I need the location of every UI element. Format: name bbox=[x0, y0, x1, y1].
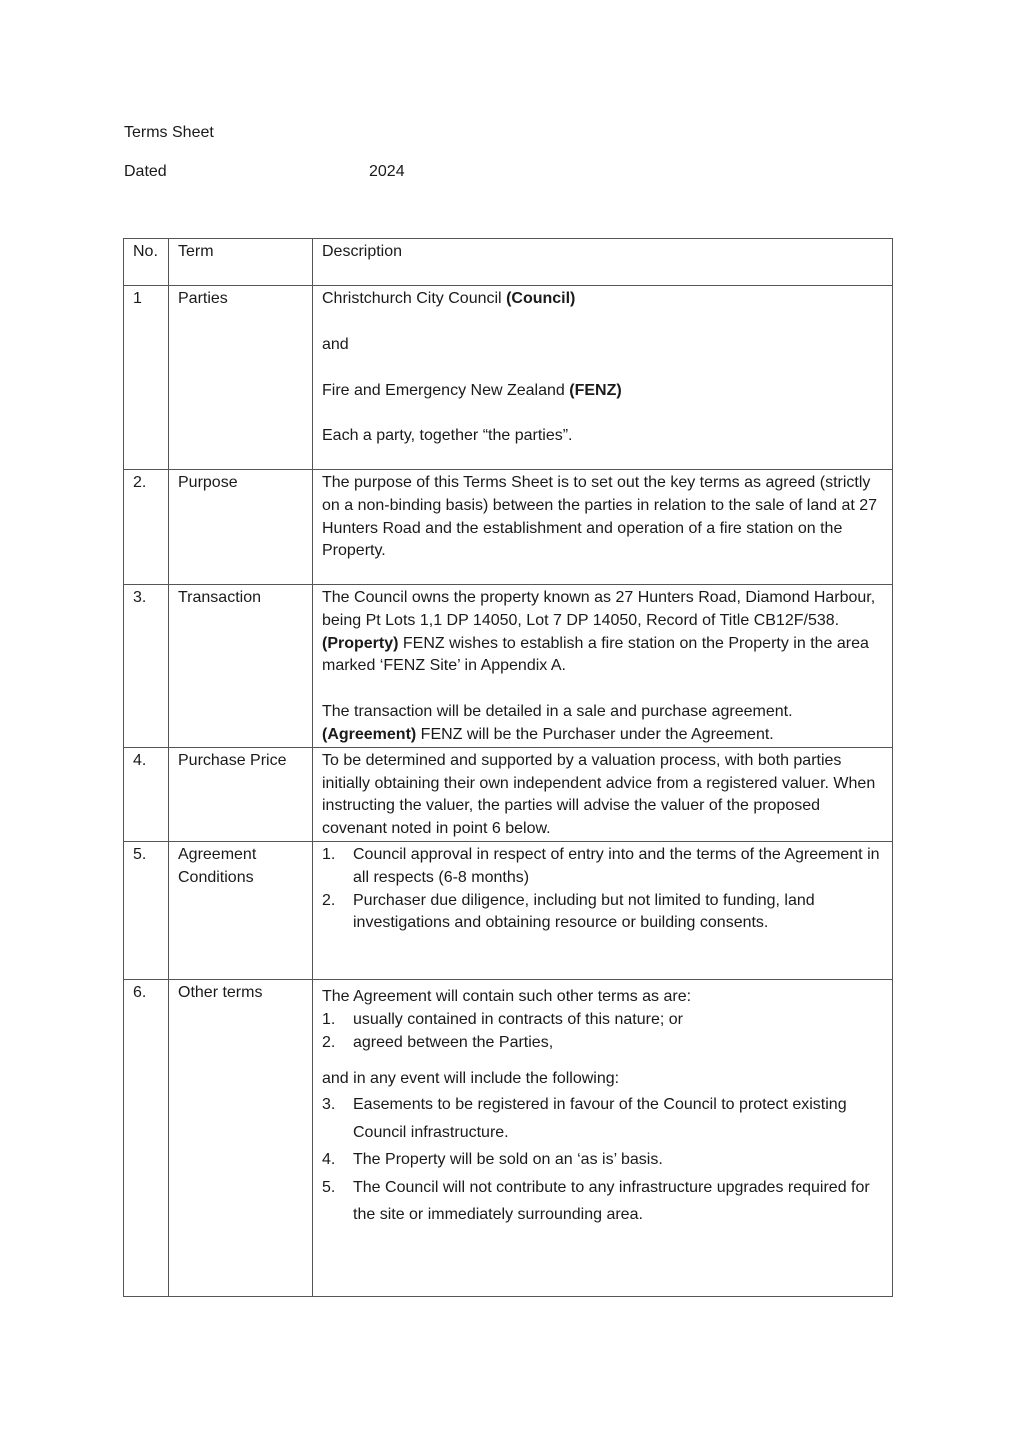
row-description bbox=[313, 979, 893, 1296]
row-description: The purpose of this Terms Sheet is to set out the key terms as agreed (strictly on a non-binding basis) between the parties in relation to the sale of land at 27 Hunters Road and the establishment and operation of a fire station on the Property. bbox=[313, 470, 893, 585]
table-row bbox=[124, 286, 893, 470]
dated-label: Dated bbox=[124, 163, 167, 180]
list-item: 1. Council approval in respect of entry into and the terms of the Agreement in all respects (6-8 months) bbox=[322, 845, 880, 886]
list-item: 4. The Property will be sold on an ‘as is’ basis. bbox=[322, 1151, 663, 1169]
header-term: Term bbox=[169, 239, 313, 286]
header-description: Description bbox=[313, 239, 893, 286]
document-title: Terms Sheet bbox=[124, 124, 214, 141]
row-term: Purchase Price bbox=[169, 747, 313, 841]
row-term: Agreement Conditions bbox=[169, 841, 313, 979]
list-item: 5. The Council will not contribute to any infrastructure upgrades required for the site or immediately surrounding area. bbox=[322, 1178, 870, 1224]
table-row bbox=[124, 470, 893, 585]
table-row bbox=[124, 585, 893, 748]
row-no: 4. bbox=[124, 747, 169, 841]
row-no: 2. bbox=[124, 470, 169, 585]
parties-line-1: Christchurch City Council (Council) bbox=[322, 290, 576, 307]
row-term: Transaction bbox=[169, 585, 313, 748]
table-header-row bbox=[124, 239, 893, 286]
list-item: 3. Easements to be registered in favour of the Council to protect existing Council infrastructure. bbox=[322, 1096, 847, 1141]
row-no: 1 bbox=[124, 286, 169, 470]
parties-line-2: and bbox=[322, 335, 349, 353]
row-term: Purpose bbox=[169, 470, 313, 585]
transaction-para-2: The transaction will be detailed in a sale and purchase agreement. (Agreement) FENZ will be the Purchaser under the Agreement. bbox=[322, 703, 793, 743]
terms-table bbox=[123, 238, 893, 1297]
other-terms-intro: The Agreement will contain such other terms as are: bbox=[322, 987, 692, 1005]
table-row bbox=[124, 979, 893, 1296]
header-no: No. bbox=[124, 239, 169, 286]
table-row bbox=[124, 841, 893, 979]
row-description bbox=[313, 841, 893, 979]
row-description: To be determined and supported by a valuation process, with both parties initially obtaining their own independent advice from a registered valuer. When instructing the valuer, the parties will advise the valuer of the proposed covenant noted in point 6 below. bbox=[313, 747, 893, 841]
row-term: Parties bbox=[169, 286, 313, 470]
row-description bbox=[313, 286, 893, 470]
parties-line-3: Fire and Emergency New Zealand (FENZ) bbox=[322, 381, 622, 399]
other-terms-middle: and in any event will include the following: bbox=[322, 1070, 620, 1088]
row-no: 5. bbox=[124, 841, 169, 979]
row-no: 3. bbox=[124, 585, 169, 748]
list-item: 1. usually contained in contracts of this nature; or bbox=[322, 1010, 683, 1028]
row-no: 6. bbox=[124, 979, 169, 1296]
list-item: 2. agreed between the Parties, bbox=[322, 1033, 554, 1051]
row-description bbox=[313, 585, 893, 748]
parties-line-4: Each a party, together “the parties”. bbox=[322, 427, 573, 445]
dated-year: 2024 bbox=[369, 163, 405, 180]
row-term: Other terms bbox=[169, 979, 313, 1296]
transaction-para-1: The Council owns the property known as 27 Hunters Road, Diamond Harbour, being Pt Lots 1,1 DP 14050, Lot 7 DP 14050, Record of Title CB12F/538. (Property) FENZ wishes to establish a fire station on the Property in the area marked ‘FENZ Site’ in Appendix A. bbox=[322, 589, 876, 675]
list-item: 2. Purchaser due diligence, including but not limited to funding, land investigations and obtaining resource or building consents. bbox=[322, 891, 815, 932]
table-row bbox=[124, 747, 893, 841]
